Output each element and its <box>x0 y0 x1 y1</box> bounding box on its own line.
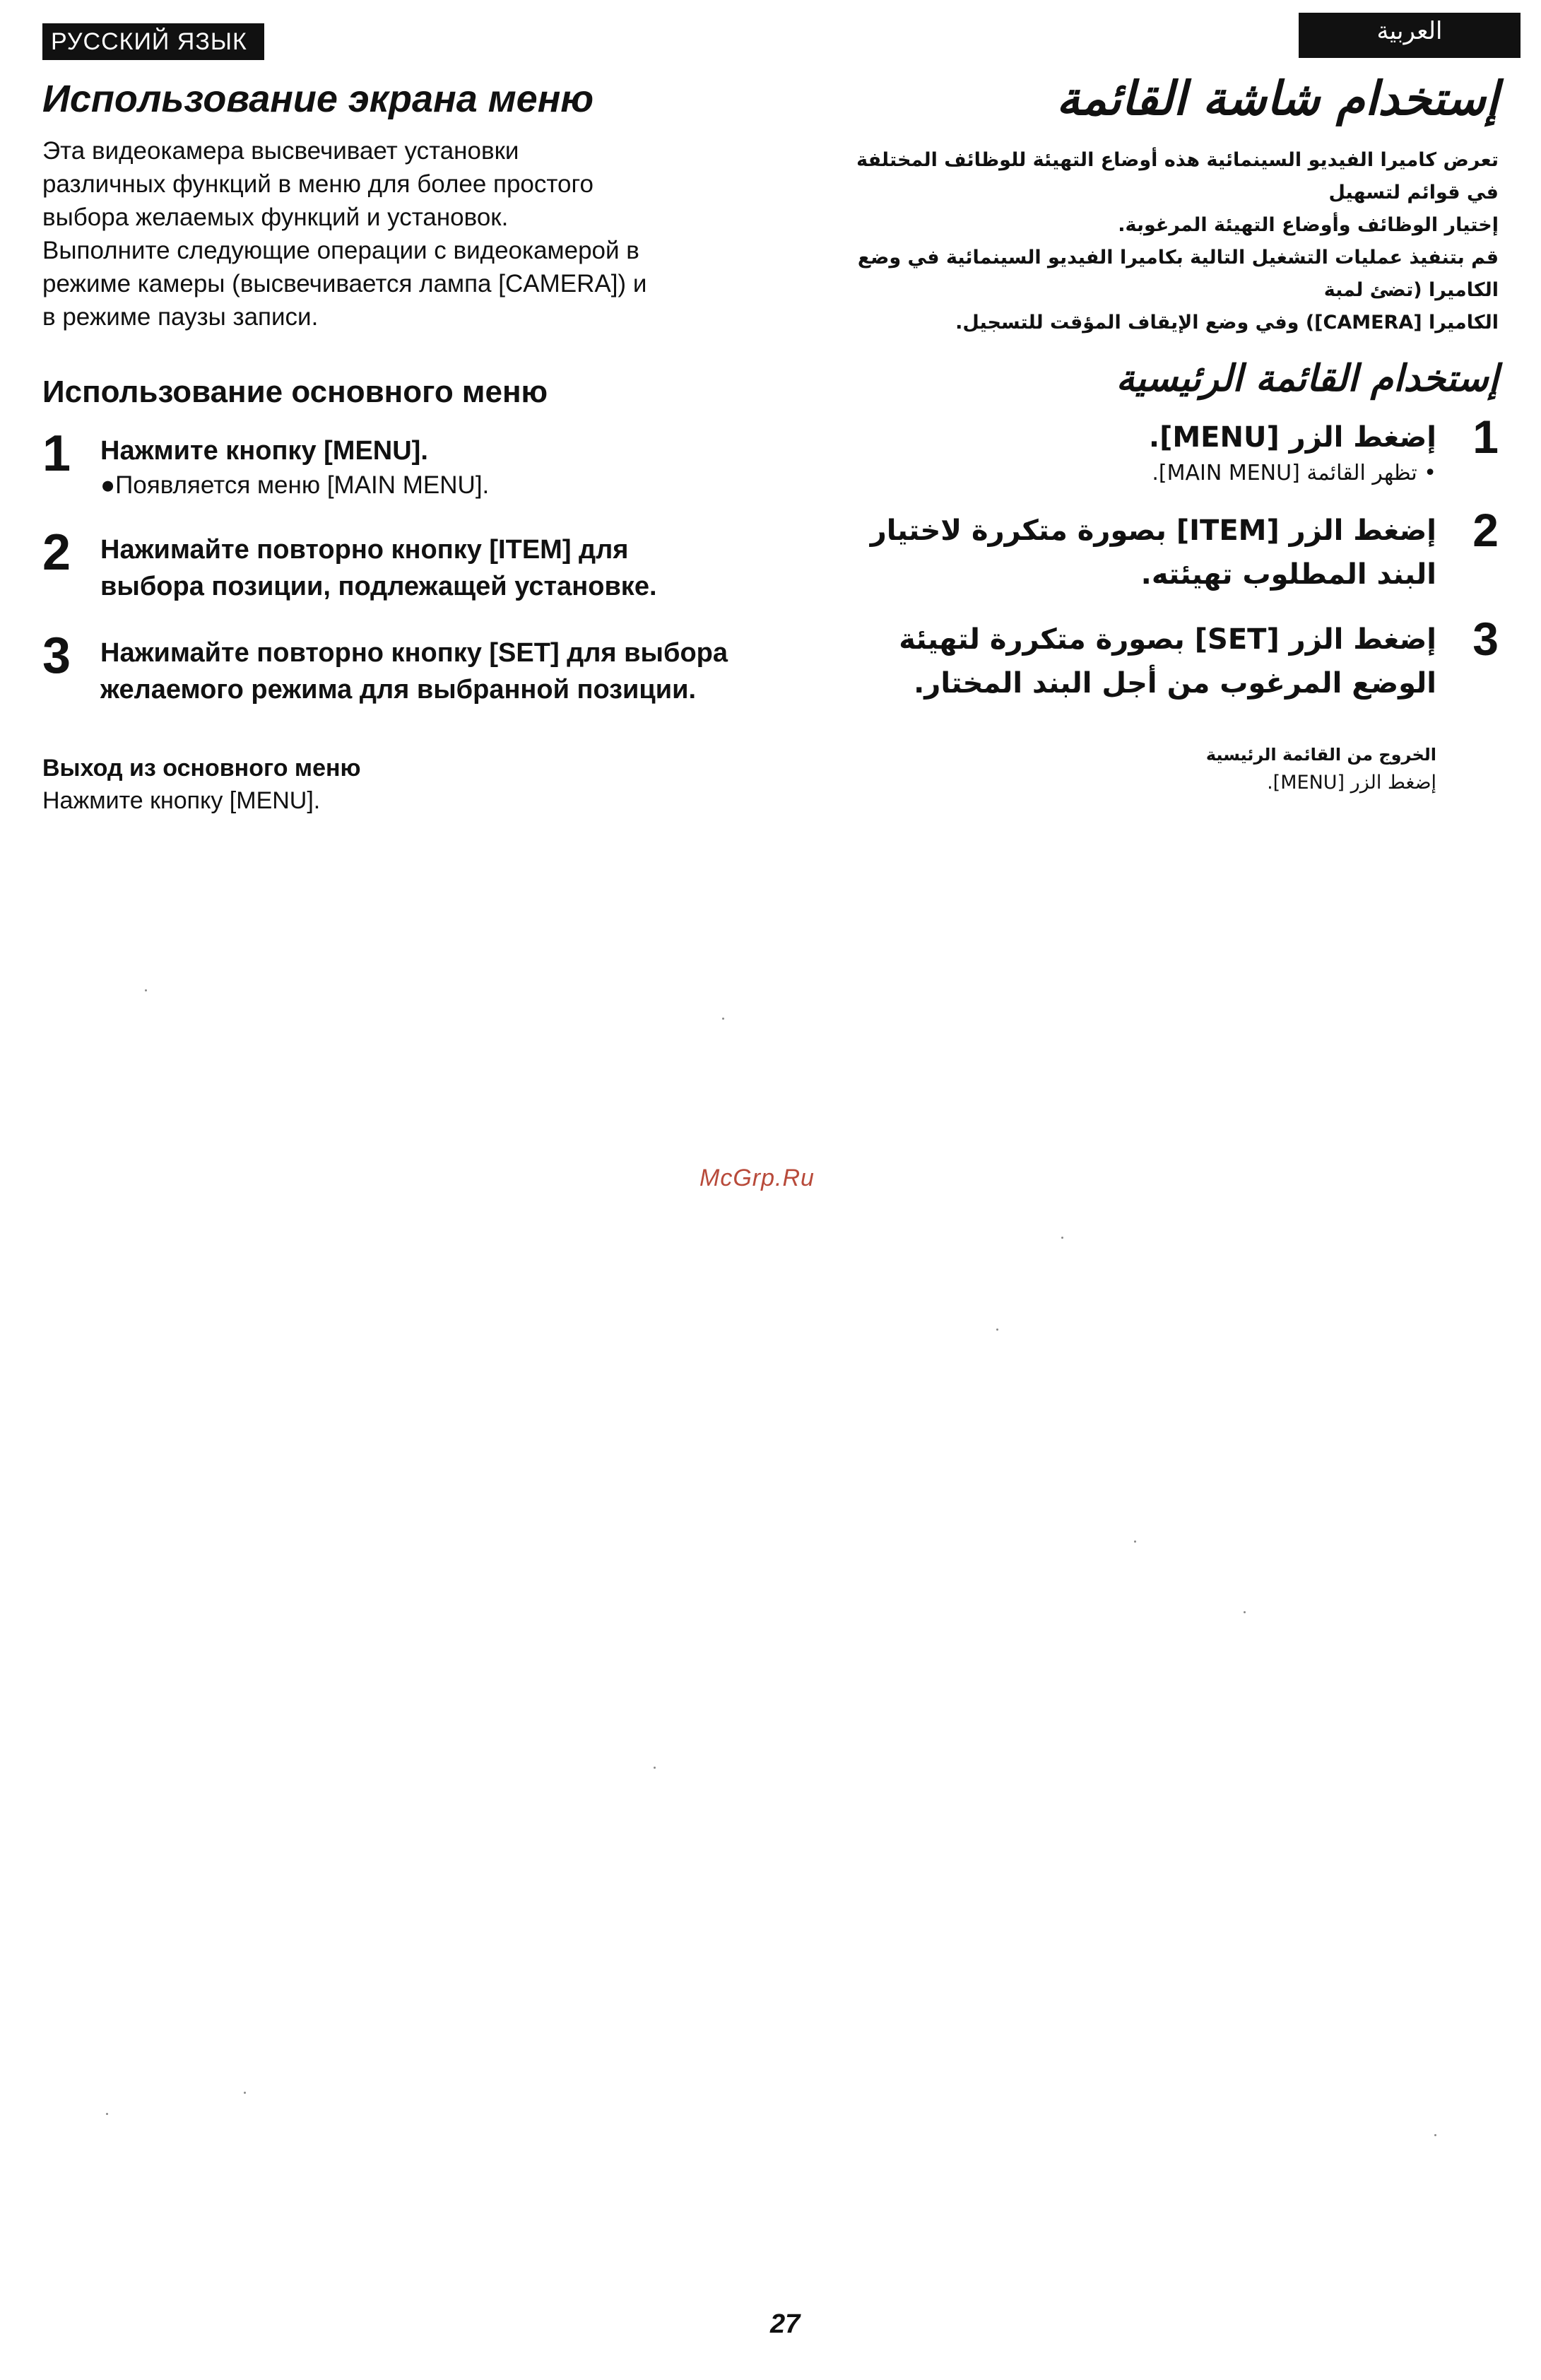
russian-exit-text: Нажмите кнопку [MENU]. <box>42 787 321 814</box>
arabic-intro-line: الكاميرا [CAMERA]) وفي وضع الإيقاف المؤقت للتسجيل. <box>955 312 1499 334</box>
russian-step-2 <box>42 524 735 605</box>
russian-step-1 <box>42 425 735 502</box>
russian-intro-line: выбора желаемых функций и установок. <box>42 204 509 231</box>
scan-speck <box>106 2113 108 2115</box>
scan-speck <box>996 1329 998 1331</box>
russian-intro-line: в режиме паузы записи. <box>42 303 319 331</box>
russian-exit-title: Выход из основного меню <box>42 755 361 782</box>
step-number: 2 <box>1472 504 1499 556</box>
scan-speck <box>145 989 147 991</box>
russian-intro-line: Выполните следующие операции с видеокамерой в <box>42 237 639 264</box>
step-text: إضغط الزر [ITEM] بصورة متكررة لاختيار البند المطلوب تهيئته. <box>870 514 1436 591</box>
russian-column <box>42 76 735 817</box>
russian-page-title: Использование экрана меню <box>42 78 594 120</box>
scan-speck <box>654 1767 656 1769</box>
scan-speck <box>1061 1237 1063 1239</box>
arabic-intro-line: إختيار الوظائف وأوضاع التهيئة المرغوبة. <box>1118 214 1499 236</box>
arabic-step-2 <box>820 504 1499 596</box>
page-number: 27 <box>770 2309 801 2339</box>
step-number: 1 <box>1472 411 1499 463</box>
scan-speck <box>1434 2134 1436 2136</box>
russian-intro-line: различных функций в меню для более простого <box>42 170 594 198</box>
arabic-step-1 <box>820 411 1499 488</box>
arabic-exit-title: الخروج من القائمة الرئيسية <box>1205 745 1436 765</box>
arabic-page-title: إستخدام شاشة القائمة <box>1056 71 1499 126</box>
scan-speck <box>1244 1611 1246 1613</box>
step-text: Нажимайте повторно кнопку [ITEM] для выбора позиции, подлежащей установке. <box>100 535 657 601</box>
arabic-section-title: إستخدام القائمة الرئيسية <box>1116 358 1499 400</box>
step-text: إضغط الزر [MENU]. <box>1148 421 1436 454</box>
arabic-step-3 <box>820 613 1499 705</box>
arabic-column <box>820 71 1499 797</box>
arabic-intro-line: تعرض كاميرا الفيديو السينمائية هذه أوضاع التهيئة للوظائف المختلفة في قوائم لتسهيل <box>856 149 1499 204</box>
step-number: 3 <box>1472 613 1499 665</box>
watermark: McGrp.Ru <box>699 1165 815 1191</box>
arabic-intro <box>820 144 1499 339</box>
russian-intro-line: режиме камеры (высвечивается лампа [CAMERA]) и <box>42 270 647 298</box>
step-number: 2 <box>42 524 71 581</box>
arabic-language-tab: العربية <box>1299 13 1521 58</box>
scan-speck <box>722 1018 724 1020</box>
russian-language-tab: РУССКИЙ ЯЗЫК <box>42 23 264 60</box>
russian-step-3 <box>42 628 735 708</box>
arabic-exit-text: إضغط الزر [MENU]. <box>1267 772 1436 794</box>
arabic-intro-line: قم بتنفيذ عمليات التشغيل التالية بكاميرا الفيديو السينمائية في وضع الكاميرا (تضئ لمبة <box>857 247 1499 301</box>
step-number: 1 <box>42 425 71 482</box>
scan-speck <box>1134 1540 1136 1543</box>
step-number: 3 <box>42 628 71 684</box>
step-text: إضغط الزر [SET] بصورة متكررة لتهيئة الوضع المرغوب من أجل البند المختار. <box>899 623 1436 700</box>
step-note: ●Появляется меню [MAIN MENU]. <box>100 471 490 499</box>
scan-speck <box>244 2092 246 2094</box>
step-text: Нажмите кнопку [MENU]. <box>100 436 428 466</box>
step-text: Нажимайте повторно кнопку [SET] для выбора желаемого режима для выбранной позиции. <box>100 638 728 705</box>
russian-intro <box>42 134 735 334</box>
russian-section-title: Использование основного меню <box>42 375 548 409</box>
step-note: • تظهر القائمة [MAIN MENU]. <box>1152 461 1436 485</box>
russian-intro-line: Эта видеокамера высвечивает установки <box>42 137 519 165</box>
